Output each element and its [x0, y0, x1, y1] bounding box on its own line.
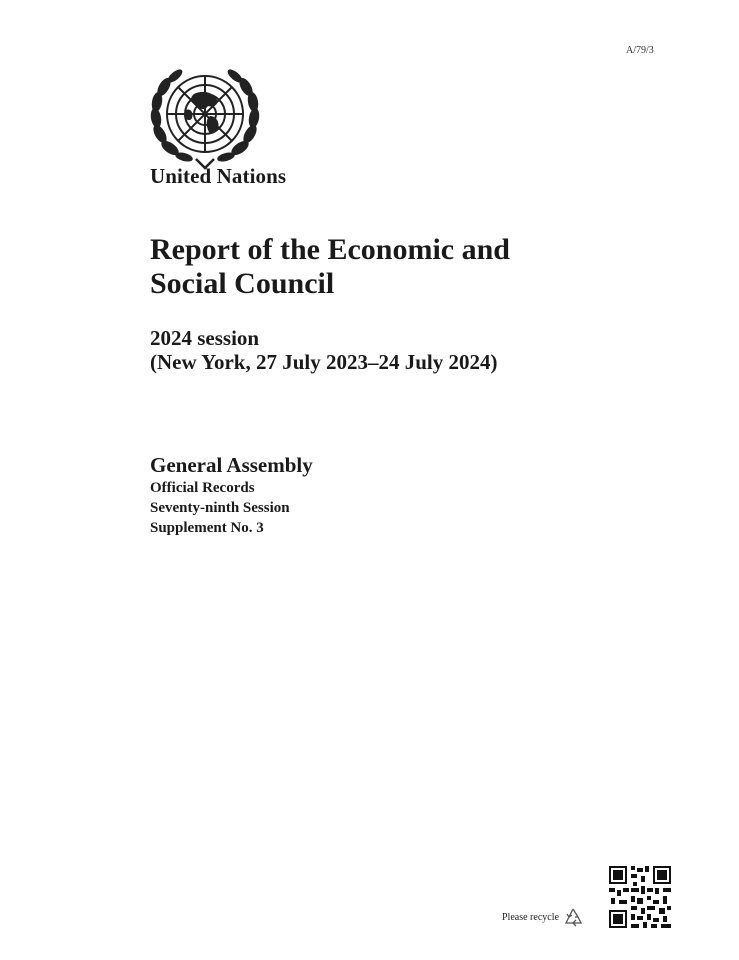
report-title	[150, 233, 630, 301]
report-title-line: Social Council	[150, 267, 335, 300]
session-info	[150, 326, 497, 374]
official-records-line: Official Records	[150, 480, 255, 496]
document-symbol: A/79/3	[626, 45, 654, 56]
qr-code-icon	[607, 864, 673, 930]
report-title-line: Report of the Economic and	[150, 233, 510, 266]
general-assembly-block	[150, 452, 313, 538]
general-assembly-heading: General Assembly	[150, 453, 313, 477]
session-dates: (New York, 27 July 2023–24 July 2024)	[150, 350, 498, 374]
organization-name: United Nations	[150, 164, 287, 188]
recycle-text: Please recycle	[502, 911, 559, 923]
recycle-icon	[562, 906, 584, 928]
session-year: 2024 session	[150, 326, 260, 350]
recycle-notice	[502, 906, 584, 928]
supplement-line: Supplement No. 3	[150, 520, 264, 536]
session-number-line: Seventy-ninth Session	[150, 500, 290, 516]
un-emblem-icon	[146, 64, 264, 170]
